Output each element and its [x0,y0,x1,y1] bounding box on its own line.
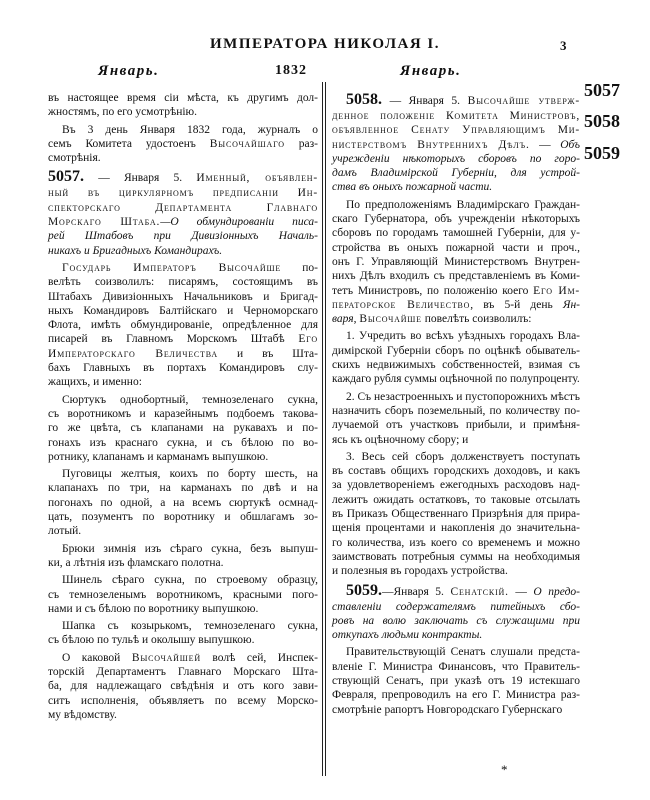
text-line [332,109,580,123]
text-segment: Февраля, препроводилъ на его Г. Министра раз- [332,689,580,702]
text-segment: и полезныя въ городахъ устройства. [332,565,508,578]
text-line [48,481,318,495]
column-divider [322,82,323,776]
text-segment: Шапка съ козырькомъ, темнозеленаго сукна, [62,620,318,633]
text-line [48,651,318,665]
signature-mark: * [501,762,508,777]
text-line [48,393,318,407]
month-heading-right: Январь. [400,63,462,79]
text-line [332,344,580,358]
text-segment: О каковой [62,651,132,664]
text-segment: ства въ оныхъ пожарной части. [332,181,493,194]
text-segment: въ настоящее время сіи мѣста, къ другимъ дол- [48,92,318,104]
text-line [332,138,580,152]
text-line [48,496,318,510]
text-line [332,550,580,564]
text-line [332,703,580,717]
text-segment: гонахъ изъ краснаго сукна, и съ бѣлою по во- [48,436,318,449]
text-line [332,198,580,212]
text-segment: Штабахъ Дивизіонныхъ Начальниковъ и Бригад- [48,290,318,303]
text-segment: и въ Шта- [217,347,318,360]
column-divider [325,82,326,776]
text-segment: О предо- [533,585,581,598]
text-segment: ки, а лѣтнія изъ фламскаго полотна. [48,556,224,569]
text-line [332,464,580,478]
text-line [48,524,318,538]
text-line [48,679,318,693]
text-segment: Сенатскій. [450,585,509,598]
text-line [48,665,318,679]
text-line [48,436,318,450]
text-segment: —Января 5. [382,585,451,598]
paragraph [48,393,318,464]
text-line [48,708,318,722]
entry-number: 5058. [346,91,382,108]
text-line [332,521,580,535]
text-line [48,573,318,587]
text-line [48,602,318,616]
text-segment: му вѣдомству. [48,708,117,721]
text-segment: объявленное Сенату Управляющимъ Ми- [332,124,580,137]
text-line [332,372,580,386]
text-segment: раз- [284,137,318,150]
text-line [332,269,580,283]
text-line [332,404,580,418]
text-line [332,418,580,432]
text-line [332,450,580,464]
text-segment: лотый. [48,525,82,538]
text-line [332,536,580,550]
text-segment: го количества, изъ коего со временемъ и можно [332,536,580,549]
text-segment: 2. Съ незастроенныхъ и пустопорожнихъ мѣстъ [346,390,580,403]
text-segment: клапанахъ по три, на карманахъ по двѣ и на [48,482,318,495]
text-segment: ставленіи содержателямъ питейныхъ сбо- [332,600,580,613]
entry-heading-paragraph [48,168,318,257]
text-segment: Сюртукъ однобортный, темнозеленаго сукна, [62,393,318,406]
text-segment: писарей въ Главномъ Морскомъ Штабѣ [48,333,299,346]
paragraph [332,329,580,386]
text-segment: скаго Губернатора, объ учрежденіи нѣкоторыхъ [332,213,580,226]
text-line [332,166,580,180]
text-line [332,212,580,226]
text-segment: бахъ Главныхъ въ портахъ Командировъ слу- [48,362,318,375]
text-line [48,361,318,375]
text-segment: Въ 3 день Января 1832 года, журналъ о [62,123,318,136]
text-line [48,332,318,346]
text-line [332,478,580,492]
text-line [332,614,580,628]
text-segment: димірской Губерніи сборъ по оцѣнкѣ обыватель- [332,344,580,357]
text-line [332,507,580,521]
text-segment: смотрѣніе рапортъ Новгородскаго Губернскаго [332,703,563,716]
text-line [48,407,318,421]
text-line [48,694,318,708]
text-segment: волѣ сей, Инспек- [200,651,318,664]
text-segment: Именный, объявлен- [196,172,318,185]
text-line [332,123,580,137]
entry-heading-paragraph [332,582,580,643]
text-line [332,255,580,269]
text-segment: ныхъ Командировъ Балтійскаго и Черноморскаго [48,304,318,317]
text-segment: ствующій Сенатъ, при указѣ отъ 19 истекшаго [332,674,580,687]
text-segment: Морскаго Штаба. [48,216,161,229]
text-line [48,151,318,165]
paragraph [48,261,318,390]
text-segment: вленіе Г. Министра Финансовъ, что Правитель- [332,660,580,673]
text-line [48,318,318,332]
paragraph [48,123,318,166]
text-line [48,168,318,186]
text-line [332,329,580,343]
text-line [332,645,580,659]
text-segment: ровъ на волю заключать съ служащими при [332,614,580,627]
text-segment: жащихъ, и именно: [48,376,142,389]
text-line [48,510,318,524]
text-line [48,633,318,647]
text-segment: ротнику, клапанамъ и карманамъ выпушкою. [48,450,269,463]
text-segment: лучаемой отъ участковъ прибыли, и примѣня- [332,419,580,432]
text-segment: ба, для надлежащаго свѣдѣнія и отъ кого зави- [48,680,318,693]
text-line [48,450,318,464]
text-segment: жностямъ, по его усмотрѣнію. [48,106,198,119]
text-line [332,628,580,642]
text-segment: каждаго рубля суммы оцѣночной по полупроценту. [332,373,580,386]
text-line [332,91,580,109]
text-line [332,312,580,326]
text-segment: тетъ Министровъ, по положенію коего [332,284,534,297]
text-line [48,588,318,602]
text-segment: Императорскаго Величества [48,347,218,360]
text-line [48,215,318,229]
text-segment: Высочайшаго [209,137,285,150]
text-line [48,229,318,243]
text-line [48,261,318,275]
left-column [48,88,318,722]
text-segment: никахъ и Бригадныхъ Командирахъ. [48,244,223,257]
text-line [332,298,580,312]
text-segment: , [353,313,360,326]
text-segment: —О обмундированіи писа- [160,216,319,229]
text-line [48,347,318,361]
entry-heading-paragraph [332,91,580,195]
year-heading: 1832 [275,63,307,78]
text-line [48,467,318,481]
text-segment: съ бѣлою по тульѣ и околышу выпушкою. [48,634,255,647]
text-line [48,375,318,389]
text-line [48,105,318,119]
text-line [48,290,318,304]
text-line [332,660,580,674]
month-heading-left: Январь. [98,63,160,79]
text-segment: ный въ циркулярномъ предписаніи Ин- [48,187,318,200]
right-column [332,88,580,717]
text-segment: лежитъ ожидать остатковъ, то таковые отсылать [332,493,580,506]
text-line [48,186,318,200]
text-segment: за удовлетвореніемъ ежегодныхъ расходовъ над- [332,479,580,492]
text-line [48,201,318,215]
text-line [48,137,318,151]
text-segment: по- [281,261,318,274]
text-segment: повелѣть соизволилъ: [421,313,532,326]
text-line [48,275,318,289]
paragraph [48,467,318,538]
text-line [48,556,318,570]
text-segment: въ Приказъ Общественнаго Призрѣнія для прира- [332,508,580,521]
margin-number: 5059 [584,143,620,163]
text-line [332,284,580,298]
text-segment: велѣть соизволилъ: писарямъ, состоящимъ въ [48,276,318,289]
text-segment: Высочайше [359,313,422,326]
text-segment: Государь Императоръ Высочайше [62,261,282,274]
text-line [48,619,318,633]
text-line [48,542,318,556]
text-line [332,433,580,447]
text-segment: съ темнозеленымъ воротникомъ, красными пого- [48,588,318,601]
text-line [48,123,318,137]
text-segment: — Января 5. [382,95,468,107]
text-segment: откупахъ людьми контракты. [332,629,483,642]
paragraph [332,390,580,447]
text-segment: Пуговицы желтыя, коихъ по борту шесть, на [62,468,318,481]
text-line [332,390,580,404]
text-segment: Объ [560,138,580,151]
text-segment: ператорское Величество [332,298,471,311]
text-segment: Ян- [562,298,580,311]
text-segment: щенія процентами и накопленія до значительна- [332,522,580,535]
text-segment: 1. Учредить во всѣхъ уѣздныхъ городахъ Вла- [346,330,580,343]
text-segment: Правительствующій Сенатъ слушали предста- [346,646,580,659]
paragraph [332,450,580,579]
text-segment: назначить сборъ поземельный, по количеству по- [332,404,580,417]
paragraph [48,542,318,571]
text-segment: нами и съ бѣлою по воротнику выпушкою. [48,602,259,615]
text-segment: смотрѣнія. [48,152,101,165]
text-line [332,241,580,255]
text-segment: варя [332,313,354,326]
page-number: 3 [560,38,567,53]
running-header-title: ИМПЕРАТОРА НИКОЛАЯ I. [210,36,440,52]
text-segment: погонахъ по одной, а на всемъ сюртукѣ осмнад- [48,496,318,509]
text-line [332,180,580,194]
text-segment: учрежденіи нѣкоторыхъ сборовъ по горо- [332,152,580,165]
text-segment: — Января 5. [84,172,197,185]
text-segment: спекторскаго Департамента Главнаго [48,201,318,214]
text-segment: стройства въ оныхъ пожарной части и проч., [332,241,580,254]
text-segment: торскій Департаментъ Главнаго Морскаго Шта- [48,665,318,678]
text-segment: въ составъ общихъ городскихъ доходовъ, и какъ [332,465,580,478]
text-segment: Брюки зимнія изъ сѣраго сукна, безъ выпуш- [62,542,318,555]
entry-number: 5057. [48,168,84,186]
text-line [48,421,318,435]
text-line [332,226,580,240]
text-segment: дамъ Владимірской Губерніи, для устрой- [332,167,580,180]
text-line [332,688,580,702]
paragraph [48,619,318,648]
text-line [48,304,318,318]
text-segment: сборовъ по городамъ тамошней Губерніи, для у- [332,227,580,240]
text-line [332,582,580,600]
paragraph [48,651,318,722]
text-segment: денное положеніе Комитета Министровъ, [332,110,580,122]
text-segment: — [529,138,561,151]
paragraph [48,573,318,616]
paragraph [48,91,318,120]
margin-number: 5057 [584,80,620,100]
text-line [332,674,580,688]
text-segment: онъ Г. Управляющій Министерствомъ Внутрен- [332,255,580,268]
text-segment: — [508,585,534,598]
text-segment: , въ 5-й день [470,298,563,311]
entry-number: 5059. [346,581,382,599]
text-segment: Высочайшей [131,651,201,664]
text-line [332,564,580,578]
text-line [332,600,580,614]
text-segment: ситъ исполненія, объявляетъ по всему Морско- [48,694,318,707]
text-segment: нистерствомъ Внутреннихъ Дѣлъ. [332,138,530,151]
text-segment: семъ Комитета удостоенъ [48,137,210,150]
paragraph [332,645,580,716]
text-segment: Его Им- [533,284,581,297]
text-segment: нихъ Дѣлъ входилъ съ представленіемъ въ Коми- [332,270,580,283]
text-segment: 3. Весь сей сборъ долженствуетъ поступать [346,450,580,463]
text-segment: Флота, имѣть обмундированіе, опредѣленное для [48,319,318,332]
paragraph [332,198,580,327]
text-line [332,493,580,507]
text-segment: заимствовать потребныя суммы на необходимыя [332,550,580,563]
text-segment: Шинель сѣраго сукна, по строевому образцу, [62,574,318,587]
text-segment: цать, позументъ по воротнику и обшлагамъ зо- [48,511,318,524]
text-segment: ясь къ оцѣночному сбору; и [332,433,469,446]
text-line [48,91,318,105]
text-segment: По предположеніямъ Владимірскаго Граждан- [346,198,580,211]
text-line [332,152,580,166]
text-segment: Высочайше утверж- [467,95,580,107]
text-segment: Его [298,333,318,346]
text-line [48,244,318,258]
text-segment: съ воротникомъ и каразейнымъ подбоемъ такова- [48,407,318,420]
margin-number: 5058 [584,111,620,131]
text-segment: скихъ недвижимыхъ собственностей, взимая съ [332,359,580,372]
text-segment: рей Штабовъ при Дивизіонныхъ Началь- [48,230,318,243]
text-line [332,358,580,372]
text-segment: го же цвѣта, съ клапанами на рукавахъ и по- [48,422,318,435]
